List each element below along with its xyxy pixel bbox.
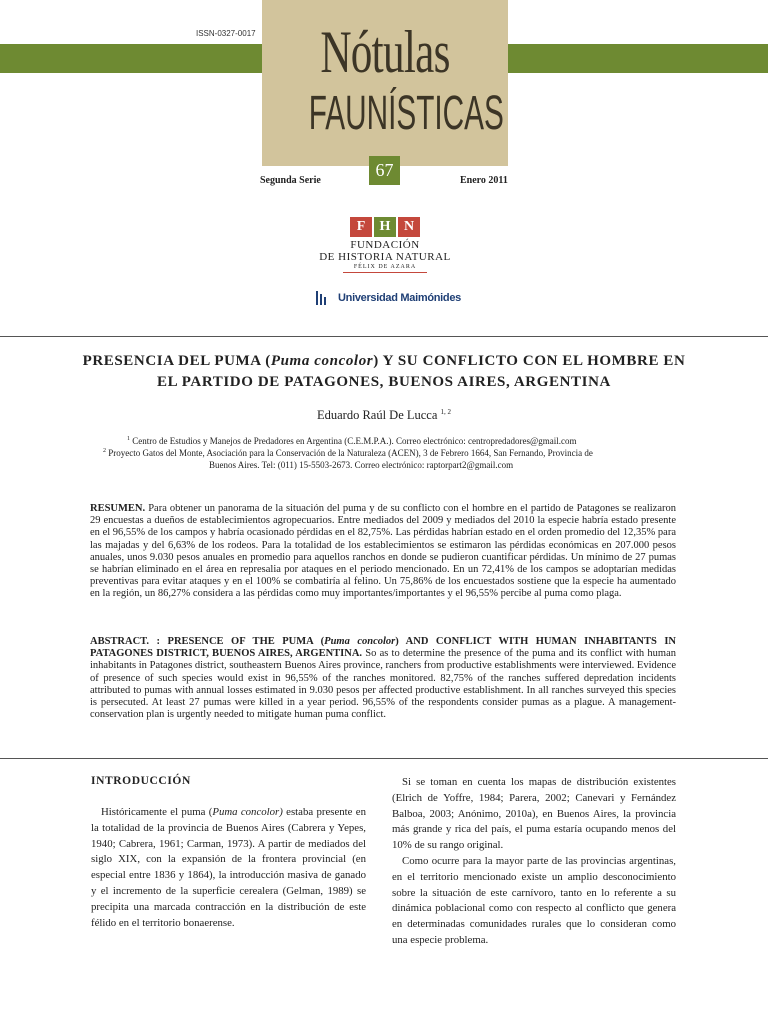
author-name: Eduardo Raúl De Lucca (316, 408, 438, 423)
university-logo-icon (316, 291, 326, 305)
article-title (60, 351, 708, 393)
issue-number: 67 (369, 156, 400, 185)
header-band-left (0, 44, 262, 73)
header-band-right (508, 44, 768, 73)
series-label: Segunda Serie (260, 175, 321, 186)
resumen (90, 503, 676, 601)
fhn-letter-h: H (374, 217, 396, 237)
fundacion-line3: FÉLIX DE AZARA (353, 264, 417, 270)
resumen-text: Para obtener un panorama de la situación del puma y de su conflicto con el hombre en el partido de Patagones se realizaron 29 encuestas a dueños de establecimientos agropecuarios. Entre mediados del 2009 y mediados del 2010 la especie habría estado presente en el 96,55% de los campos y habría ocasionado pérdidas en el 82,75%. Las pérdidas habrían estado en el orden promedio del 12,35% para las majadas y del 6,63% de los rodeos. Para la totalidad de los establecimientos se estimaron las pérdidas económicas en 207.000 pesos anuales, unos 9.030 pesos anuales en promedio para aquellos ranchos en donde se pudieron cuantificar pérdidas. Un mínimo de 27 pumas se habrían eliminado en el área en represalia por ataques en el periodo mencionado. En un 72,41% de los campos se adoptarían medidas preventivas para evitar ataques y en el 100% se combatiría al felino. Un 75,86% de los encuestados sostiene que la especie ha aumentado en la región, un 86,27% considera a las pérdidas como muy importantes/importantes y el 96,55% percibe al puma como plaga. (90, 503, 677, 600)
author-affiliation-marks: 1, 2 (440, 408, 452, 416)
title-species: Puma concolor (270, 353, 374, 369)
fhn-letter-f: F (350, 217, 372, 237)
title-line2: EL PARTIDO DE PATAGONES, BUENOS AIRES, ARGENTINA (157, 374, 611, 390)
section-rule (0, 758, 768, 759)
intro-left-column (91, 805, 366, 931)
top-rule (0, 336, 768, 337)
affiliation-1: $^1$ Centro de Estudios y Manejos de Predadores en Argentina (C.E.M.P.A.). Correo electrónico: centropredadores@gmail.com (127, 436, 577, 446)
abstract-text: So as to determine the presence of the puma and its conflict with human inhabitants in Patagones district, southeastern Buenos Aires province, ranchers from productive establishments were interviewed. Evidence of presence of such species would exist in 96,55% of the ranches monitored. 82,75% of the ranches suffered depredation incidents attributed to pumas with annual losses estimated in 9.030 pesos per affected productive establishment. In all ranches surveyed this species is persecuted. At least 27 pumas were killed in a year period. 96,55% of the respondents consider pumas as a plague. A management-conservation plan is urgently needed to mitigate human puma conflict. (90, 648, 676, 721)
title-part2: ) Y SU CONFLICTO CON EL HOMBRE EN (373, 353, 686, 369)
fundacion-divider (343, 272, 427, 273)
issue-date: Enero 2011 (460, 175, 508, 186)
issn: ISSN-0327-0017 (196, 29, 256, 38)
affiliation-2-cont: Buenos Aires. Tel: (011) 15-5503-2673. Correo electrónico: raptorpart2@gmail.com (209, 460, 514, 470)
intro-heading: INTRODUCCIÓN (91, 775, 191, 787)
fhn-logo (350, 217, 420, 237)
abstract (90, 636, 676, 721)
fhn-letter-n: N (398, 217, 420, 237)
abstract-label: ABSTRACT. : PRESENCE OF THE PUMA (Puma concolor) AND CONFLICT WITH HUMAN INHABITANTS IN PATAGONES DISTRICT, BUENOS AIRES, ARGENTINA. (90, 636, 676, 660)
fundacion-line1: FUNDACIÓN (350, 239, 420, 251)
journal-title-line1: Nótulas (320, 19, 450, 85)
author (0, 408, 768, 423)
fundacion-line2: DE HISTORIA NATURAL (319, 251, 451, 263)
intro-paragraph-2: Si se toman en cuenta los mapas de distribución existentes (Elrich de Yoffre, 1984; Parera, 2002; Canevari y Fernández Balboa, 2003; Anónimo, 2010a), en Buenos Aires, la provincia más grande y rica del país, el puma estaría ocupando menos del 10% de su rango original. (392, 776, 676, 852)
affiliation-2: $^2$ Proyecto Gatos del Monte, Asociación para la Conservación de la Naturaleza (ACEN), 3 de Febrero 1664, San Fernando, Provincia de (103, 448, 593, 458)
resumen-label: RESUMEN. (90, 503, 146, 514)
journal-title-line2: FAUNÍSTICAS (308, 87, 504, 140)
title-part1: PRESENCIA DEL PUMA ( (82, 353, 271, 369)
intro-paragraph-1: Históricamente el puma (Puma concolor) estaba presente en la totalidad de la provincia de Buenos Aires (Cabrera y Yepes, 1940; Cabrera, 1961; Carman, 1973). A partir de mediados del siglo XIX, con la expansión de la frontera provincial (en especial entre 1836 y 1864), la introducción masiva de ganado y el incremento de la superficie cerealera (Gelman, 1989) se precipita una marcada contracción en la distribución de este félido en el territorio bonaerense. (91, 806, 366, 929)
intro-right-column (392, 775, 676, 949)
university-name: Universidad Maimónides (338, 292, 461, 304)
intro-paragraph-3: Como ocurre para la mayor parte de las provincias argentinas, en el territorio mencionado existe un amplio desconocimiento sobre la situación de este carnívoro, tanto en lo referente a su dinámica poblacional como con respecto al conflicto que genera en determinadas comunidades rurales que lo consideran como una especie problema. (392, 854, 676, 946)
